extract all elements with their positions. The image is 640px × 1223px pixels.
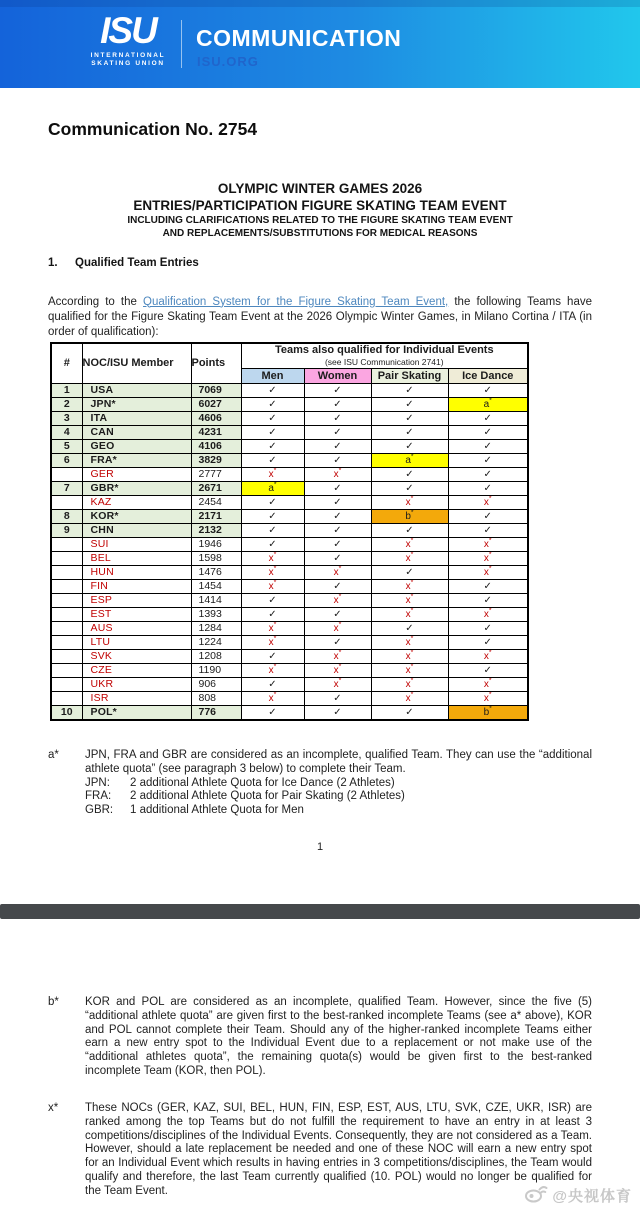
asterisk-superscript: * (273, 621, 277, 629)
event-cell-men: x* (241, 663, 304, 677)
asterisk-superscript: * (338, 677, 342, 685)
rank-cell (51, 691, 82, 705)
noc-cell: HUN (82, 565, 191, 579)
intro-text-post: the following Teams have qualified for the Figure Skating Team Event at the 2026 Olympic Winter Games, in Milano Cortina / ITA (in order of qualification): (48, 295, 592, 338)
event-cell-ice-dance: x* (448, 537, 528, 551)
event-cell-pair-skating: x* (371, 495, 448, 509)
noc-cell: JPN* (82, 397, 191, 411)
event-cell-pair-skating: x* (371, 551, 448, 565)
event-cell-men: ✓ (241, 425, 304, 439)
table-row (51, 579, 528, 593)
column-header-noc: NOC/ISU Member (82, 343, 191, 383)
points-cell: 2454 (191, 495, 241, 509)
column-header-men: Men (241, 368, 304, 383)
footnote-a (48, 749, 592, 818)
event-cell-women: ✓ (304, 425, 371, 439)
event-cell-pair-skating: x* (371, 663, 448, 677)
event-cell-women: x* (304, 649, 371, 663)
event-cell-pair-skating: ✓ (371, 397, 448, 411)
event-cell-ice-dance: a* (448, 397, 528, 411)
noc-cell: GEO (82, 439, 191, 453)
event-cell-women: ✓ (304, 705, 371, 720)
event-cell-men: x* (241, 635, 304, 649)
asterisk-superscript: * (338, 593, 342, 601)
event-cell-women: ✓ (304, 635, 371, 649)
event-cell-women: ✓ (304, 607, 371, 621)
isu-logo (74, 10, 182, 68)
event-cell-men: ✓ (241, 495, 304, 509)
title-block (48, 180, 592, 240)
event-cell-men: ✓ (241, 383, 304, 397)
event-cell-ice-dance: ✓ (448, 467, 528, 481)
section-1-heading (48, 257, 199, 269)
event-cell-pair-skating: ✓ (371, 621, 448, 635)
title-line-3: INCLUDING CLARIFICATIONS RELATED TO THE FIGURE SKATING TEAM EVENT (127, 215, 513, 226)
asterisk-superscript: * (338, 565, 342, 573)
event-cell-ice-dance: x* (448, 677, 528, 691)
event-cell-ice-dance: x* (448, 691, 528, 705)
footnote-x-label: x* (48, 1102, 59, 1114)
isu-logo-subtitle-line2: SKATING UNION (91, 60, 165, 67)
event-cell-men: x* (241, 691, 304, 705)
event-cell-ice-dance: x* (448, 649, 528, 663)
asterisk-superscript: * (410, 509, 414, 517)
noc-cell: CHN (82, 523, 191, 537)
event-cell-pair-skating: x* (371, 607, 448, 621)
event-cell-pair-skating: x* (371, 691, 448, 705)
event-cell-pair-skating: x* (371, 677, 448, 691)
event-cell-women: ✓ (304, 537, 371, 551)
points-cell: 7069 (191, 383, 241, 397)
table-row (51, 425, 528, 439)
points-cell: 808 (191, 691, 241, 705)
asterisk-superscript: * (410, 677, 414, 685)
event-cell-ice-dance: x* (448, 565, 528, 579)
table-row (51, 523, 528, 537)
quota-item (85, 790, 592, 804)
isu-header-banner (0, 0, 640, 88)
asterisk-superscript: * (273, 565, 277, 573)
event-cell-men: ✓ (241, 439, 304, 453)
table-row (51, 649, 528, 663)
event-cell-men: x* (241, 579, 304, 593)
event-cell-pair-skating: ✓ (371, 565, 448, 579)
noc-cell: ISR (82, 691, 191, 705)
event-cell-pair-skating: ✓ (371, 705, 448, 720)
noc-cell: ITA (82, 411, 191, 425)
communication-title: COMMUNICATION (196, 25, 402, 51)
asterisk-superscript: * (410, 579, 414, 587)
asterisk-superscript: * (488, 537, 492, 545)
points-cell: 4231 (191, 425, 241, 439)
team-table-body (51, 383, 528, 720)
section-title: Qualified Team Entries (75, 257, 199, 269)
title-line-1: OLYMPIC WINTER GAMES 2026 (217, 181, 423, 196)
rank-cell (51, 607, 82, 621)
asterisk-superscript: * (410, 649, 414, 657)
asterisk-superscript: * (410, 635, 414, 643)
rank-cell: 9 (51, 523, 82, 537)
table-row (51, 453, 528, 467)
asterisk-superscript: * (410, 551, 414, 559)
event-cell-men: x* (241, 551, 304, 565)
asterisk-superscript: * (488, 649, 492, 657)
event-cell-men: ✓ (241, 705, 304, 720)
table-row (51, 593, 528, 607)
rank-cell (51, 593, 82, 607)
points-cell: 1284 (191, 621, 241, 635)
event-cell-pair-skating: ✓ (371, 425, 448, 439)
noc-cell: FIN (82, 579, 191, 593)
event-cell-ice-dance: ✓ (448, 579, 528, 593)
event-cell-ice-dance: ✓ (448, 621, 528, 635)
footnote-x-text: These NOCs (GER, KAZ, SUI, BEL, HUN, FIN, ESP, EST, AUS, LTU, SVK, CZE, UKR, ISR) are ranked among the top Teams but do not fulfill the requirement to have an entry in at least 3 competitions/disciplines of the Individual Events. Consequently, they are not considered as a Team. However, should a late replacement be needed and one of these NOC will earn a new entry spot for an Individual Event which results in having entries in 3 competitions/disciplines, the Team would qualify and therefore, the last Team currently qualified (10. POL) would no longer be qualified for the Team Event. (85, 1102, 592, 1197)
points-cell: 1946 (191, 537, 241, 551)
asterisk-superscript: * (410, 663, 414, 671)
rank-cell (51, 663, 82, 677)
asterisk-superscript: * (338, 467, 342, 475)
asterisk-superscript: * (273, 663, 277, 671)
intro-paragraph (48, 295, 592, 340)
points-cell: 1190 (191, 663, 241, 677)
event-cell-women: ✓ (304, 411, 371, 425)
rank-cell (51, 467, 82, 481)
points-cell: 1598 (191, 551, 241, 565)
rank-cell: 5 (51, 439, 82, 453)
noc-cell: AUS (82, 621, 191, 635)
event-cell-ice-dance: x* (448, 607, 528, 621)
column-header-pair-skating: Pair Skating (371, 368, 448, 383)
asterisk-superscript: * (273, 635, 277, 643)
event-cell-men: ✓ (241, 523, 304, 537)
quota-item-text: 2 additional Athlete Quota for Pair Skating (2 Athletes) (130, 790, 405, 803)
asterisk-superscript: * (273, 691, 277, 699)
event-cell-women: ✓ (304, 481, 371, 495)
table-row (51, 509, 528, 523)
event-cell-ice-dance: ✓ (448, 453, 528, 467)
asterisk-superscript: * (273, 579, 277, 587)
table-row (51, 607, 528, 621)
event-cell-pair-skating: a* (371, 453, 448, 467)
points-cell: 906 (191, 677, 241, 691)
event-cell-pair-skating: ✓ (371, 467, 448, 481)
table-row (51, 439, 528, 453)
noc-cell: SUI (82, 537, 191, 551)
footnote-b-text: KOR and POL are considered as an incomplete, qualified Team. However, since the five (5) “additional athlete quota” are given first to the best-ranked incomplete Teams (see a* above), KOR and POL cannot complete their Team. Should any of the higher-ranked incomplete Teams either earn a new entry spot to the Individual Event due to a replacement or not make use of the “additional athletes quota”, the remaining quota(s) would be given first to the best-ranked incomplete Team (KOR, then POL). (85, 996, 592, 1077)
column-header-ice-dance: Ice Dance (448, 368, 528, 383)
event-cell-ice-dance: ✓ (448, 593, 528, 607)
event-cell-ice-dance: b* (448, 705, 528, 720)
quota-item-text: 1 additional Athlete Quota for Men (130, 804, 304, 817)
rank-cell (51, 551, 82, 565)
rank-cell (51, 621, 82, 635)
event-cell-men: ✓ (241, 397, 304, 411)
event-cell-men: ✓ (241, 649, 304, 663)
column-header-women: Women (304, 368, 371, 383)
rank-cell (51, 649, 82, 663)
event-cell-men: ✓ (241, 593, 304, 607)
asterisk-superscript: * (410, 537, 414, 545)
event-cell-women: ✓ (304, 397, 371, 411)
event-cell-ice-dance: ✓ (448, 509, 528, 523)
event-cell-women: ✓ (304, 383, 371, 397)
points-cell: 3829 (191, 453, 241, 467)
rank-cell (51, 579, 82, 593)
event-cell-pair-skating: x* (371, 579, 448, 593)
noc-cell: CAN (82, 425, 191, 439)
event-cell-women: x* (304, 593, 371, 607)
asterisk-superscript: * (410, 593, 414, 601)
table-row (51, 467, 528, 481)
event-cell-women: ✓ (304, 439, 371, 453)
asterisk-superscript: * (338, 663, 342, 671)
noc-cell: POL* (82, 705, 191, 720)
event-cell-women: ✓ (304, 523, 371, 537)
event-cell-men: ✓ (241, 607, 304, 621)
rank-cell (51, 677, 82, 691)
event-cell-pair-skating: x* (371, 649, 448, 663)
asterisk-superscript: * (489, 705, 492, 713)
event-cell-women: x* (304, 677, 371, 691)
table-row (51, 565, 528, 579)
title-line-4: AND REPLACEMENTS/SUBSTITUTIONS FOR MEDICAL REASONS (162, 228, 478, 239)
table-row (51, 537, 528, 551)
quota-item-text: 2 additional Athlete Quota for Ice Dance (2 Athletes) (130, 776, 395, 789)
footnote-a-items (85, 777, 592, 818)
table-row (51, 481, 528, 495)
points-cell: 2671 (191, 481, 241, 495)
noc-cell: UKR (82, 677, 191, 691)
quota-item-noc: JPN: (85, 776, 110, 789)
asterisk-superscript: * (489, 397, 492, 405)
asterisk-superscript: * (488, 495, 492, 503)
qualified-teams-table (50, 342, 529, 721)
event-cell-women: ✓ (304, 495, 371, 509)
column-header-rank: # (51, 343, 82, 383)
asterisk-superscript: * (488, 677, 492, 685)
event-cell-women: ✓ (304, 691, 371, 705)
event-cell-women: x* (304, 663, 371, 677)
event-cell-men: ✓ (241, 509, 304, 523)
rank-cell: 10 (51, 705, 82, 720)
asterisk-superscript: * (488, 691, 492, 699)
footnote-a-text: JPN, FRA and GBR are considered as an incomplete, qualified Team. They can use the “additional athlete quota” (see paragraph 3 below) to complete their Team. (85, 749, 592, 775)
rank-cell (51, 635, 82, 649)
event-cell-women: x* (304, 565, 371, 579)
footnote-a-label: a* (48, 749, 59, 761)
footnote-b (48, 996, 592, 1079)
points-cell: 776 (191, 705, 241, 720)
points-cell: 4606 (191, 411, 241, 425)
points-cell: 1454 (191, 579, 241, 593)
event-cell-pair-skating: x* (371, 635, 448, 649)
page-number: 1 (316, 841, 324, 853)
asterisk-superscript: * (410, 495, 414, 503)
table-header (51, 343, 528, 383)
footnote-x (48, 1102, 592, 1199)
points-cell: 2777 (191, 467, 241, 481)
event-cell-men: a* (241, 481, 304, 495)
section-number: 1. (48, 257, 58, 269)
asterisk-superscript: * (273, 551, 277, 559)
event-cell-pair-skating: ✓ (371, 523, 448, 537)
points-cell: 2132 (191, 523, 241, 537)
watermark (524, 1184, 632, 1207)
isu-logo-subtitle (74, 52, 182, 68)
asterisk-superscript: * (488, 551, 492, 559)
isu-logo-subtitle-line1: INTERNATIONAL (90, 52, 166, 59)
rank-cell (51, 565, 82, 579)
event-cell-men: ✓ (241, 411, 304, 425)
title-line-2: ENTRIES/PARTICIPATION FIGURE SKATING TEAM EVENT (133, 198, 507, 213)
weibo-icon (524, 1184, 548, 1207)
table-row (51, 635, 528, 649)
event-cell-pair-skating: ✓ (371, 439, 448, 453)
column-header-points: Points (191, 343, 241, 383)
noc-cell: GBR* (82, 481, 191, 495)
page-break-divider (0, 904, 640, 919)
event-cell-ice-dance: ✓ (448, 663, 528, 677)
event-cell-women: ✓ (304, 453, 371, 467)
event-cell-pair-skating: ✓ (371, 481, 448, 495)
asterisk-superscript: * (488, 565, 492, 573)
asterisk-superscript: * (410, 607, 414, 615)
isu-org-label: ISU.ORG (197, 54, 259, 69)
event-cell-women: x* (304, 467, 371, 481)
rank-cell (51, 537, 82, 551)
points-cell: 1414 (191, 593, 241, 607)
asterisk-superscript: * (273, 467, 277, 475)
quota-item (85, 777, 592, 791)
noc-cell: ESP (82, 593, 191, 607)
rank-cell: 4 (51, 425, 82, 439)
table-row (51, 397, 528, 411)
asterisk-superscript: * (488, 607, 492, 615)
points-cell: 4106 (191, 439, 241, 453)
table-row (51, 663, 528, 677)
isu-logo-text: ISU (100, 10, 156, 51)
noc-cell: USA (82, 383, 191, 397)
rank-cell: 7 (51, 481, 82, 495)
noc-cell: CZE (82, 663, 191, 677)
qualification-system-link[interactable]: Qualification System for the Figure Skating Team Event, (143, 295, 449, 308)
event-cell-women: x* (304, 621, 371, 635)
points-cell: 1224 (191, 635, 241, 649)
noc-cell: EST (82, 607, 191, 621)
rank-cell: 6 (51, 453, 82, 467)
event-cell-ice-dance: ✓ (448, 411, 528, 425)
noc-cell: KAZ (82, 495, 191, 509)
asterisk-superscript: * (410, 453, 414, 461)
table-row (51, 705, 528, 720)
event-cell-ice-dance: ✓ (448, 481, 528, 495)
event-cell-men: x* (241, 621, 304, 635)
rank-cell (51, 495, 82, 509)
event-cell-men: ✓ (241, 677, 304, 691)
noc-cell: SVK (82, 649, 191, 663)
event-cell-men: x* (241, 467, 304, 481)
asterisk-superscript: * (338, 621, 342, 629)
table-row (51, 383, 528, 397)
points-cell: 6027 (191, 397, 241, 411)
table-row (51, 495, 528, 509)
watermark-text: @央视体育 (552, 1188, 632, 1205)
event-cell-ice-dance: ✓ (448, 425, 528, 439)
group-header-subtitle: (see ISU Communication 2741) (324, 357, 444, 368)
points-cell: 1393 (191, 607, 241, 621)
footnote-a-body (85, 749, 592, 818)
asterisk-superscript: * (273, 481, 277, 489)
event-cell-pair-skating: x* (371, 537, 448, 551)
noc-cell: GER (82, 467, 191, 481)
event-cell-pair-skating: ✓ (371, 383, 448, 397)
rank-cell: 1 (51, 383, 82, 397)
rank-cell: 2 (51, 397, 82, 411)
rank-cell: 8 (51, 509, 82, 523)
event-cell-men: x* (241, 565, 304, 579)
table-row (51, 551, 528, 565)
event-cell-ice-dance: x* (448, 495, 528, 509)
points-cell: 1476 (191, 565, 241, 579)
event-cell-men: ✓ (241, 453, 304, 467)
event-cell-ice-dance: ✓ (448, 635, 528, 649)
table-row (51, 691, 528, 705)
quota-item-noc: FRA: (85, 790, 112, 803)
group-header-title: Teams also qualified for Individual Events (274, 344, 494, 357)
asterisk-superscript: * (338, 649, 342, 657)
noc-cell: BEL (82, 551, 191, 565)
event-cell-men: ✓ (241, 537, 304, 551)
noc-cell: LTU (82, 635, 191, 649)
intro-text-pre: According to the (48, 295, 144, 308)
event-cell-pair-skating: ✓ (371, 411, 448, 425)
rank-cell: 3 (51, 411, 82, 425)
event-cell-pair-skating: b* (371, 509, 448, 523)
event-cell-ice-dance: ✓ (448, 383, 528, 397)
event-cell-pair-skating: x* (371, 593, 448, 607)
event-cell-women: ✓ (304, 551, 371, 565)
event-cell-ice-dance: ✓ (448, 523, 528, 537)
document-heading: Communication No. 2754 (48, 119, 258, 139)
asterisk-superscript: * (410, 691, 414, 699)
banner-divider (181, 20, 182, 68)
quota-item-noc: GBR: (85, 804, 114, 817)
event-cell-ice-dance: ✓ (448, 439, 528, 453)
points-cell: 1208 (191, 649, 241, 663)
footnote-b-label: b* (48, 996, 59, 1008)
event-cell-ice-dance: x* (448, 551, 528, 565)
table-row (51, 677, 528, 691)
noc-cell: FRA* (82, 453, 191, 467)
event-cell-women: ✓ (304, 509, 371, 523)
quota-item (85, 804, 592, 818)
table-row (51, 621, 528, 635)
points-cell: 2171 (191, 509, 241, 523)
table-row (51, 411, 528, 425)
noc-cell: KOR* (82, 509, 191, 523)
event-cell-women: ✓ (304, 579, 371, 593)
column-group-header (241, 343, 528, 368)
